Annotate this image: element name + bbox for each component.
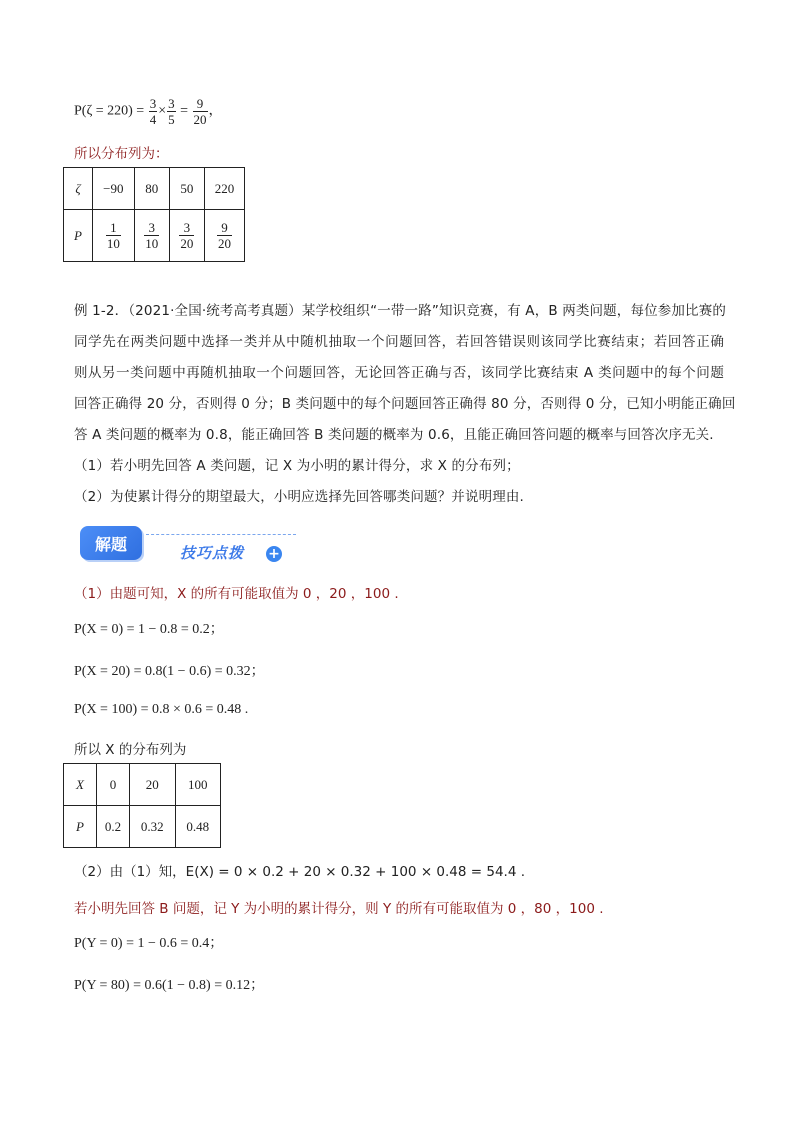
- example-problem: [74, 296, 736, 513]
- prob-y0: P(Y = 0) = 1 − 0.6 = 0.4；: [74, 936, 224, 951]
- tip-heading: 技巧点拨: [180, 544, 245, 562]
- question-1: （1）若小明先回答 A 类问题，记 X 为小明的累计得分，求 X 的分布列；: [74, 458, 520, 474]
- solution-step-1: （1）由题可知，X 的所有可能取值为 0 ，20 ，100 .: [74, 586, 399, 602]
- prob-x20: P(X = 20) = 0.8(1 − 0.6) = 0.32；: [74, 664, 265, 679]
- dist2-caption: 所以 X 的分布列为: [74, 742, 187, 758]
- prob-x100: P(X = 100) = 0.8 × 0.6 = 0.48 .: [74, 702, 249, 717]
- formula-lhs: P(ζ = 220) =: [74, 103, 145, 119]
- solution-step-3: 若小明先回答 B 问题，记 Y 为小明的累计得分，则 Y 的所有可能取值为 0 ，80 ，100 .: [74, 901, 604, 917]
- prob-x0: P(X = 0) = 1 − 0.8 = 0.2；: [74, 622, 224, 637]
- fraction: $\frac{3}{5}$: [168, 96, 175, 127]
- question-2: （2）为使累计得分的期望最大，小明应选择先回答哪类问题？并说明理由.: [74, 489, 524, 505]
- problem-line: 同学先在两类问题中选择一类并从中随机抽取一个问题回答，若回答错误则该同学比赛结束；若回答正确: [74, 334, 724, 350]
- problem-line: 答 A 类问题的概率为 0.8，能正确回答 B 类问题的概率为 0.6，且能正确回答问题的概率与回答次序无关.: [74, 427, 714, 443]
- prob-y80: P(Y = 80) = 0.6(1 − 0.8) = 0.12；: [74, 978, 265, 993]
- solution-step-2: （2）由（1）知，E(X) = 0 × 0.2 + 20 × 0.32 + 100 × 0.48 = 54.4 .: [74, 864, 526, 880]
- table-row: P 0.2 0.32 0.48: [64, 806, 221, 848]
- problem-line: 例 1-2．（2021·全国·统考高考真题）某学校组织“一带一路”知识竞赛，有 A，B 两类问题，每位参加比赛的: [74, 303, 726, 319]
- problem-line: 则从另一类问题中再随机抽取一个问题回答，无论回答正确与否，该同学比赛结束 A 类问题中的每个问题: [74, 365, 724, 381]
- solution-banner: [80, 522, 300, 568]
- table-row: P $\frac{1}{10}$ $\frac{3}{10}$ $\frac{3}{20}$ $\frac{9}{20}$: [64, 210, 245, 262]
- problem-line: 回答正确得 20 分，否则得 0 分；B 类问题中的每个问题回答正确得 80 分，否则得 0 分，已知小明能正确回: [74, 396, 736, 412]
- dist1-caption: 所以分布列为：: [74, 146, 169, 162]
- distribution-table-zeta: [63, 167, 245, 262]
- top-formula: P(ζ = 220) = $\frac{3}{4}$ × $\frac{3}{5}$ = $\frac{9}{20}$ ，: [74, 96, 223, 127]
- dotted-divider: [146, 534, 296, 535]
- distribution-table-x: [63, 763, 221, 848]
- solution-badge: 解题: [80, 526, 142, 560]
- plus-icon: +: [266, 546, 282, 562]
- fraction: $\frac{3}{4}$: [149, 96, 157, 127]
- fraction: $\frac{9}{20}$: [193, 96, 207, 127]
- table-row: X 0 20 100: [64, 764, 221, 806]
- table-row: ζ −90 80 50 220: [64, 168, 245, 210]
